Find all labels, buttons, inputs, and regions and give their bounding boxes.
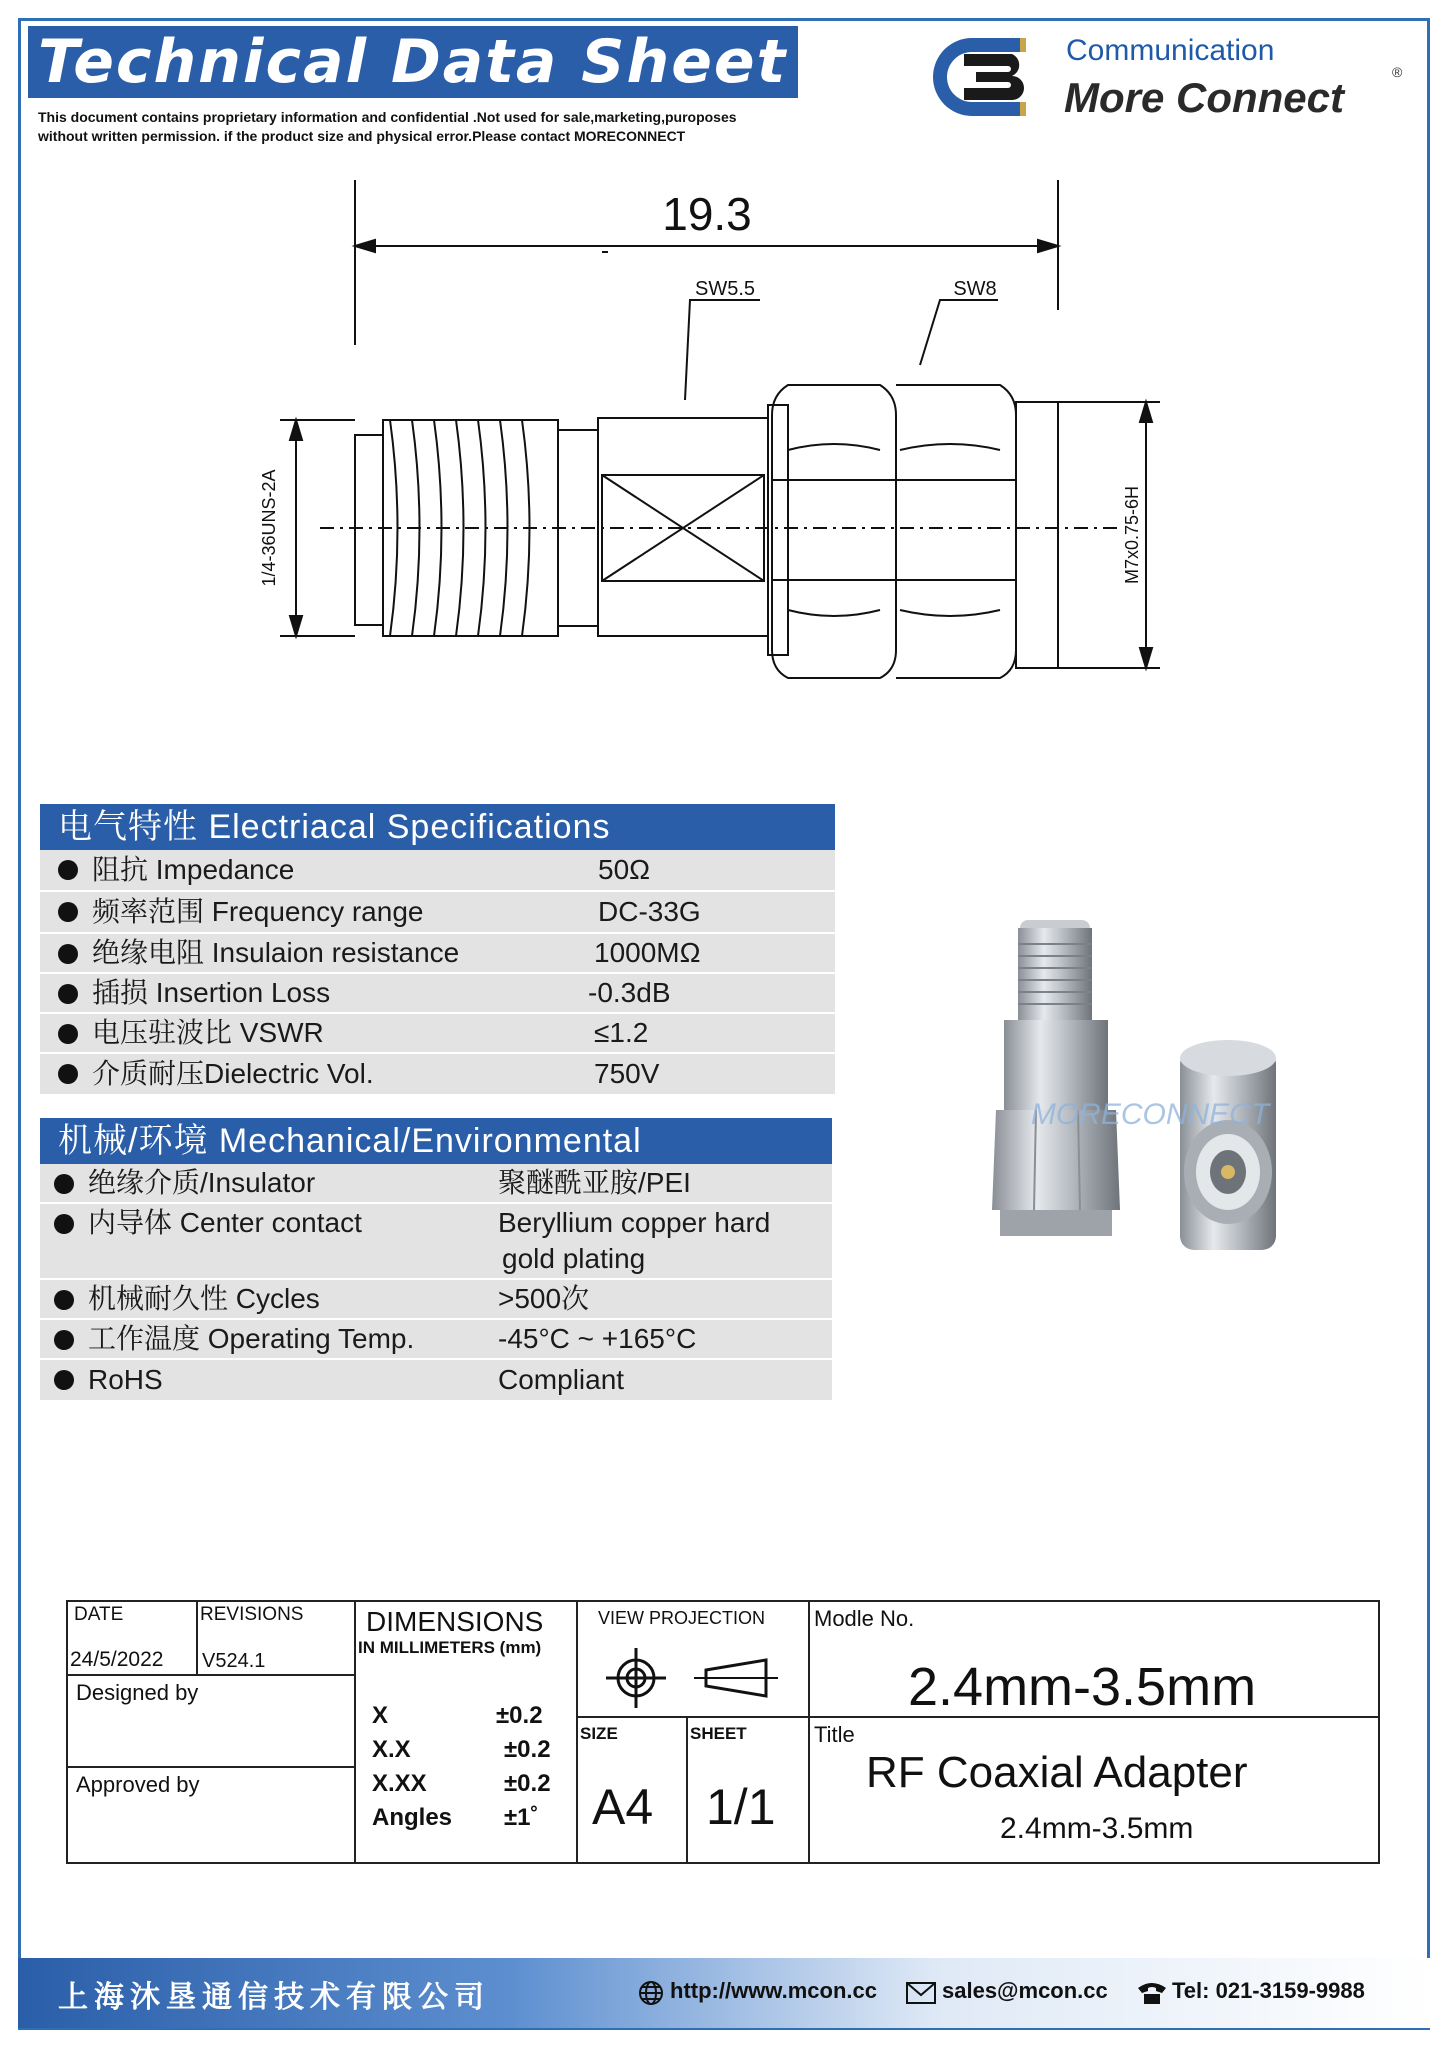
spec-label: 内导体 Center contact (88, 1207, 362, 1238)
bullet-icon (58, 944, 78, 964)
dimension-sw8: SW8 (953, 278, 997, 300)
mechanical-header: 机械/环境 Mechanical/Environmental (40, 1118, 832, 1164)
adapter-dimension-drawing (240, 180, 1200, 720)
spec-value: >500次 (498, 1283, 590, 1314)
email-link[interactable]: sales@mcon.cc (942, 1978, 1108, 2003)
tolerance-key-xxx: X.XX (372, 1770, 427, 1797)
spec-value: -0.3dB (588, 977, 671, 1008)
spec-value: DC-33G (598, 896, 701, 927)
dimension-thread-left: 1/4-36UNS-2A (259, 469, 279, 587)
product-photo (990, 910, 1290, 1270)
bullet-icon (58, 1024, 78, 1044)
revision-value: V524.1 (202, 1650, 266, 1672)
photo-watermark: MORECONNECT (1030, 1098, 1270, 1131)
model-value: 2.4mm-3.5mm (908, 1657, 1257, 1717)
spec-label: 介质耐压Dielectric Vol. (92, 1058, 374, 1089)
spec-value: 750V (594, 1058, 660, 1089)
spec-row-impedance (40, 850, 835, 892)
title-value: RF Coaxial Adapter (866, 1748, 1248, 1797)
spec-row-insulator (40, 1164, 832, 1204)
spec-value: Compliant (498, 1364, 625, 1395)
title-sub: 2.4mm-3.5mm (1000, 1812, 1194, 1845)
title-label: Title (814, 1722, 855, 1747)
spec-row-operating-temp (40, 1320, 832, 1360)
spec-row-cycles (40, 1280, 832, 1320)
logo-mark-icon (920, 32, 1032, 122)
website-link[interactable]: http://www.mcon.cc (670, 1978, 877, 2003)
spec-value-line-2: gold plating (502, 1243, 646, 1274)
spec-row-vswr (40, 1014, 835, 1054)
spec-label: 绝缘介质/Insulator (88, 1167, 316, 1198)
spec-label: 电压驻波比 VSWR (92, 1017, 324, 1048)
tolerance-value-x: ±0.2 (496, 1702, 543, 1729)
spec-row-center-contact (40, 1204, 832, 1280)
dimension-sw55: SW5.5 (694, 278, 756, 300)
bullet-icon (58, 1064, 78, 1084)
model-label: Modle No. (814, 1606, 915, 1631)
spec-row-rohs (40, 1360, 832, 1402)
company-name-cn: 上海沐垦通信技术有限公司 (58, 1980, 490, 2015)
tolerance-value-xx: ±0.2 (504, 1736, 551, 1763)
bullet-icon (54, 1330, 74, 1350)
tolerance-key-x: X (372, 1702, 389, 1729)
tolerance-value-xxx: ±0.2 (504, 1770, 551, 1797)
spec-value: 1000MΩ (594, 937, 701, 968)
electrical-specifications (40, 804, 835, 1096)
logo-text-more-connect: More Connect (1064, 74, 1345, 121)
revisions-label: REVISIONS (200, 1604, 304, 1625)
spec-value: Beryllium copper hard (498, 1207, 771, 1238)
spec-value: ≤1.2 (594, 1017, 649, 1048)
footer (18, 1958, 1430, 2028)
approved-by-label: Approved by (76, 1772, 200, 1797)
tel-number[interactable]: Tel: 021-3159-9988 (1172, 1978, 1365, 2003)
tolerance-key-angles: Angles (372, 1804, 453, 1831)
bullet-icon (54, 1214, 74, 1234)
sheet-label: SHEET (690, 1724, 747, 1743)
mechanical-specifications (40, 1118, 832, 1402)
registered-mark: ® (1392, 64, 1403, 80)
company-logo (920, 30, 1420, 125)
logo-text-communication: Communication (1066, 34, 1275, 67)
dimension-overall-length: 19.3 (662, 188, 752, 240)
spec-value: 聚醚酰亚胺/PEI (498, 1167, 691, 1198)
designed-by-label: Designed by (76, 1680, 199, 1705)
bullet-icon (54, 1174, 74, 1194)
view-projection-label: VIEW PROJECTION (598, 1608, 766, 1628)
electrical-header: 电气特性 Electriacal Specifications (40, 804, 835, 850)
spec-row-dielectric (40, 1054, 835, 1096)
globe-icon (638, 1980, 664, 2006)
spec-value: -45°C ~ +165°C (498, 1323, 697, 1354)
spec-row-frequency (40, 892, 835, 934)
date-value: 24/5/2022 (70, 1648, 164, 1671)
mail-icon (906, 1982, 936, 2004)
tolerance-value-angles: ±1˚ (504, 1804, 539, 1831)
date-label: DATE (74, 1604, 124, 1625)
spec-label: RoHS (88, 1364, 163, 1395)
title-block (66, 1600, 1380, 1864)
spec-label: 绝缘电阻 Insulaion resistance (92, 937, 460, 968)
spec-label: 机械耐久性 Cycles (88, 1283, 320, 1314)
tolerance-key-xx: X.X (372, 1736, 411, 1763)
spec-label: 工作温度 Operating Temp. (88, 1323, 415, 1354)
first-angle-projection-icon (606, 1648, 786, 1708)
page-title: Technical Data Sheet (28, 26, 798, 98)
disclaimer-line-1: This document contains proprietary information and confidential .Not used for sale,marketing,puroposes (38, 109, 737, 125)
spec-label: 插损 Insertion Loss (92, 977, 331, 1008)
bullet-icon (58, 860, 78, 880)
dimensions-unit: IN MILLIMETERS (mm) (358, 1638, 542, 1657)
size-value: A4 (592, 1779, 654, 1835)
disclaimer (38, 108, 838, 146)
spec-value: 50Ω (598, 854, 651, 885)
bullet-icon (58, 984, 78, 1004)
spec-row-insertion-loss (40, 974, 835, 1014)
sheet-value: 1/1 (706, 1779, 776, 1835)
size-label: SIZE (580, 1724, 618, 1743)
dimension-thread-right: M7x0.75-6H (1122, 485, 1142, 585)
spec-label: 频率范围 Frequency range (92, 896, 424, 927)
disclaimer-line-2: without written permission. if the product size and physical error.Please contact MORECONNECT (38, 128, 686, 144)
bullet-icon (54, 1290, 74, 1310)
bullet-icon (58, 902, 78, 922)
phone-icon (1136, 1980, 1168, 2006)
spec-row-insulation (40, 934, 835, 974)
spec-label: 阻抗 Impedance (92, 854, 295, 885)
dimensions-label: DIMENSIONS (366, 1606, 544, 1637)
bullet-icon (54, 1370, 74, 1390)
